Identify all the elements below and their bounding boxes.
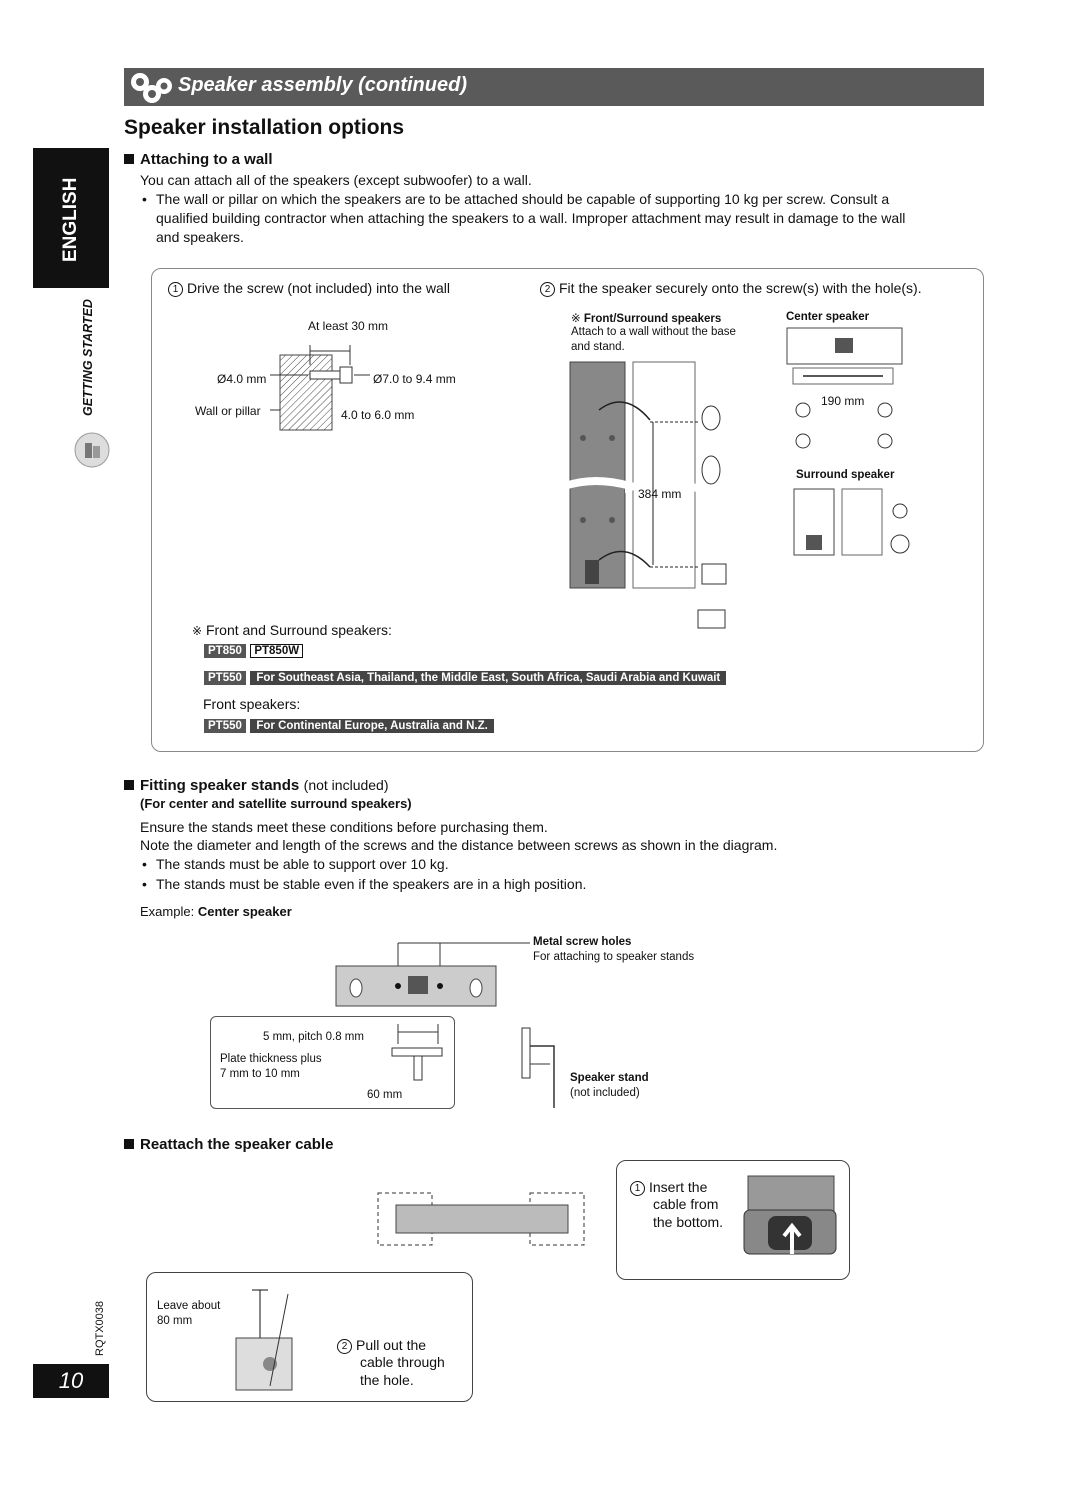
doc-code: RQTX0038 [94,1300,106,1356]
wall-bullet: The wall or pillar on which the speakers are to be attached should be capable of supporting 10 kg per screw. Consult a [156,191,890,207]
banner-title: Speaker assembly (continued) [178,74,467,96]
footnote-front-surround: ※ Front and Surround speakers: [192,622,392,638]
wall-intro: You can attach all of the speakers (except subwoofer) to a wall. [140,172,532,188]
screw-diameter-label: Ø4.0 mm [217,372,267,386]
stands-bullet-1: The stands must be able to support over 10 kg. [156,856,449,872]
head-diameter-label: Ø7.0 to 9.4 mm [373,372,456,386]
cable-insert-diagram [740,1170,840,1275]
at-least-label: At least 30 mm [308,319,389,333]
wall-heading: Attaching to a wall [124,151,273,169]
stand-label: Speaker stand [570,1072,649,1084]
wall-bullet-line2: qualified building contractor when attaching the speakers to a wall. Improper attachment may result in damage to the wall [156,210,906,226]
page-title: Speaker installation options [124,116,405,139]
cable-step1: 1 Insert the [630,1178,707,1197]
fs-spacing-label: 384 mm [638,487,682,501]
speaker-stand-diagram [510,1024,570,1109]
stand-note: (not included) [570,1087,640,1099]
model-tags-row1: PT850 PT850W [204,641,303,659]
screw-diagram [270,335,380,435]
surround-speaker-diagram [792,487,917,559]
wall-bullet-line3: and speakers. [156,229,244,245]
cable-step2-line2: cable through [360,1354,445,1370]
cable-step2-line3: the hole. [360,1372,414,1388]
bullet-dot: • [142,876,147,892]
plate-thickness-label: Plate thickness plus [220,1053,322,1065]
center-speaker-diagram [785,326,910,451]
leave-about-label: Leave about [157,1300,221,1312]
plate-thickness-label-2: 7 mm to 10 mm [220,1068,300,1080]
center-spacing-label: 190 mm [821,394,865,408]
head-gap-label: 4.0 to 6.0 mm [341,408,415,422]
center-title: Center speaker [786,311,870,323]
stands-p2: Note the diameter and length of the screws and the distance between screws as shown in the diagram. [140,837,778,853]
leave-about-value: 80 mm [157,1315,193,1327]
metal-holes-note: For attaching to speaker stands [533,951,695,963]
wall-or-pillar-label: Wall or pillar [195,404,261,418]
fs-note-1: Attach to a wall without the base [571,326,736,338]
cable-step1-line2: cable from [653,1196,719,1212]
language-label: ENGLISH [60,177,81,262]
model-tags-row2: PT550 For Southeast Asia, Thailand, the Middle East, South Africa, Saudi Arabia and Kuwait [204,668,726,686]
section-label: GETTING STARTED [81,299,95,416]
fs-note-2: and stand. [571,341,625,353]
cable-step1-line3: the bottom. [653,1214,724,1230]
stands-bullet-2: The stands must be stable even if the speakers are in a high position. [156,876,587,892]
fs-title: ※ Front/Surround speakers [571,313,722,325]
stands-heading: Fitting speaker stands (not included) [124,776,389,795]
screw-length-label: 60 mm [367,1089,403,1101]
bullet-dot: • [142,191,147,207]
front-speakers-label: Front speakers: [203,696,301,712]
metal-holes-label: Metal screw holes [533,936,632,948]
stands-p1: Ensure the stands meet these conditions before purchasing them. [140,819,548,835]
screw-spec-diagram [378,1024,453,1084]
step2: 2 Fit the speaker securely onto the screw(s) with the hole(s). [540,279,922,298]
page-number: 10 [33,1364,109,1398]
center-speaker-back-diagram [330,940,540,1010]
surround-title: Surround speaker [796,469,895,481]
example-label: Example: Center speaker [140,904,292,919]
center-speaker-top-diagram [376,1191,586,1251]
cable-pull-diagram [228,1286,308,1394]
getting-started-icon [74,432,110,468]
screw-spec-label: 5 mm, pitch 0.8 mm [263,1031,364,1043]
model-tags-row3: PT550 For Continental Europe, Australia and N.Z. [204,716,494,734]
bullet-dot: • [142,856,147,872]
cable-step2: 2 Pull out the [337,1336,426,1355]
stands-subheading: (For center and satellite surround speakers) [140,796,412,811]
step1: 1 Drive the screw (not included) into the wall [168,279,450,298]
cable-heading: Reattach the speaker cable [124,1136,333,1154]
speaker-logo-icon [128,70,176,104]
